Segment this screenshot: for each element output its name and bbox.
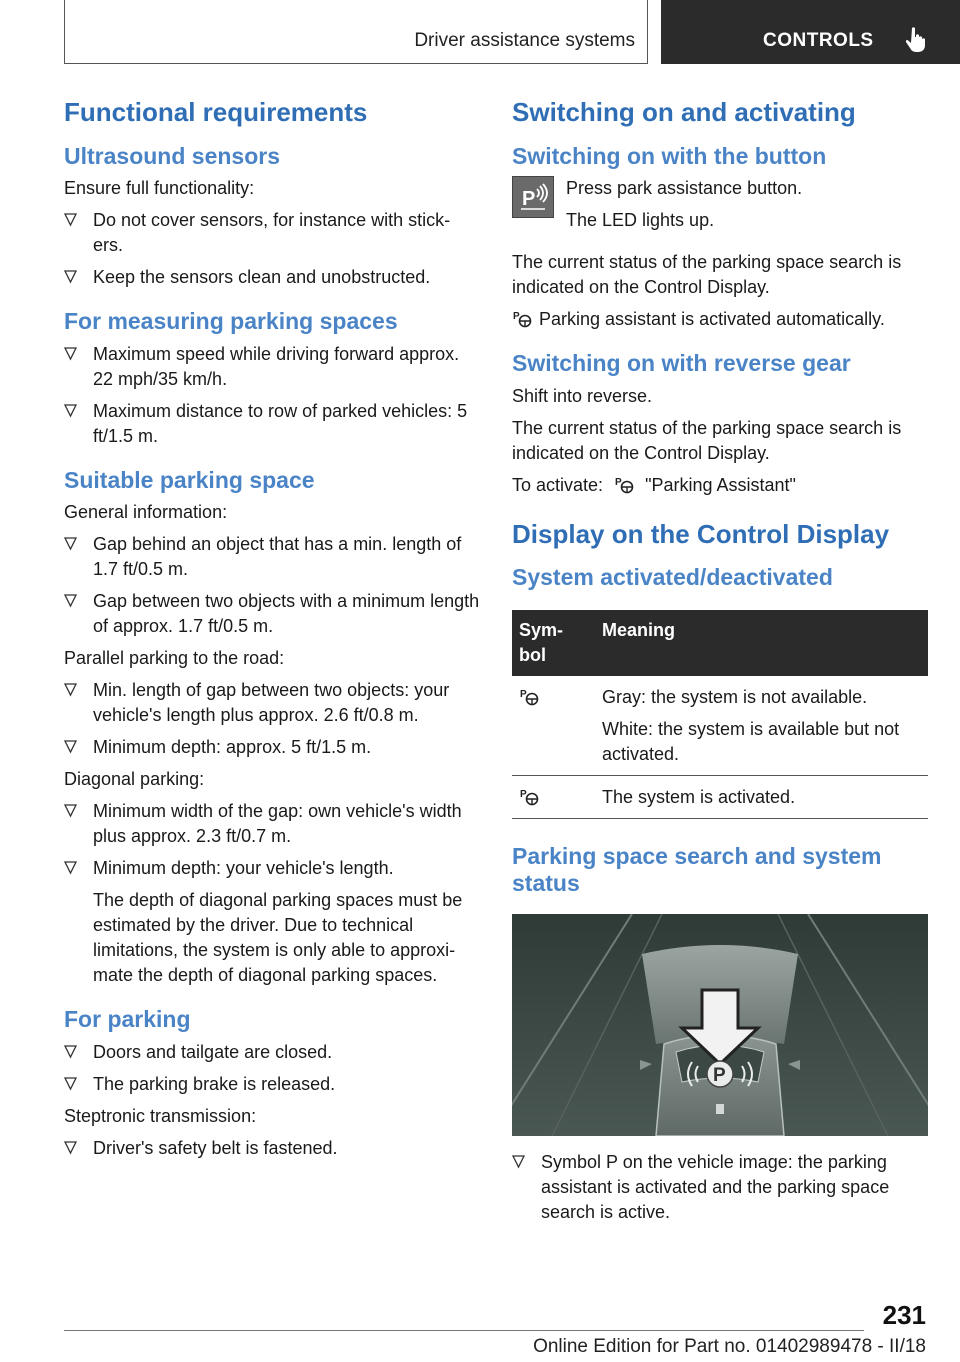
header-section-title: Driver assistance systems [414, 30, 635, 51]
footer-edition: Online Edition for Part no. 01402989478 - II/18 [533, 1336, 926, 1357]
list-item: Doors and tailgate are closed. [64, 1040, 480, 1065]
row1-gray-text: Gray: the system is not available. [602, 686, 868, 707]
figure-p-label: P [713, 1064, 726, 1086]
svg-text:P: P [513, 311, 520, 323]
table-row [512, 775, 928, 818]
list-item: Symbol P on the vehicle image: the parking assistant is activated and the parking space search is active. [512, 1150, 928, 1225]
suitable-space-heading: Suitable parking space [64, 466, 315, 493]
svg-text:P: P [615, 476, 622, 488]
list-item: Driver's safety belt is fastened. [64, 1136, 480, 1161]
parking-assistant-icon [614, 474, 636, 494]
list-item: Gap behind an object that has a min. length of 1.7 ft/0.5 m. [64, 532, 480, 582]
triangle-bullet-icon [64, 594, 77, 608]
parallel-list [64, 678, 480, 760]
ultrasound-list [64, 208, 480, 290]
shift-text: Shift into reverse. [512, 385, 653, 406]
measuring-heading: For measuring parking spaces [64, 308, 398, 335]
parking-assistant-icon [512, 308, 534, 328]
triangle-bullet-icon [64, 404, 77, 418]
symbol-table [512, 610, 928, 819]
vehicle-display-image [512, 914, 928, 1136]
park-button-row [512, 176, 928, 240]
search-status-heading: Parking space search and system status [512, 842, 882, 897]
button-status-text: The current status of the parking space search is indicated on the Control Display. [512, 252, 902, 298]
meaning-column-header: Meaning [595, 610, 928, 676]
diagonal-list [64, 799, 480, 881]
header-chapter-title: CONTROLS [763, 30, 874, 51]
list-item: Keep the sensors clean and unobstructed. [64, 265, 480, 290]
led-text: The LED lights up. [566, 210, 715, 231]
switching-on-title: Switching on and activating [512, 97, 856, 127]
general-list [64, 532, 480, 639]
symbol-p-list [512, 1150, 928, 1225]
list-item: Minimum depth: approx. 5 ft/1.5 m. [64, 735, 480, 760]
parking-assistant-icon [519, 686, 541, 706]
for-parking-heading: For parking [64, 1006, 191, 1033]
list-item: Minimum width of the gap: own vehicle's width plus approx. 2.3 ft/0.7 m. [64, 799, 480, 849]
pointing-hand-icon [905, 26, 929, 52]
triangle-bullet-icon [64, 537, 77, 551]
steptronic-list [64, 1136, 480, 1161]
button-heading: Switching on with the button [512, 142, 827, 169]
right-column [512, 96, 928, 1232]
page-number: 231 [882, 1300, 926, 1330]
list-item: Do not cover sensors, for instance with stick‐ers. [64, 208, 480, 258]
table-row [512, 676, 928, 776]
svg-text:P: P [520, 788, 527, 800]
triangle-bullet-icon [64, 1045, 77, 1059]
ultrasound-intro: Ensure full functionality: [64, 178, 255, 199]
control-display-title: Display on the Control Display [512, 518, 890, 549]
parking-assistant-active-icon [519, 786, 541, 806]
triangle-bullet-icon [64, 1141, 77, 1155]
list-item: Gap between two objects with a minimum length of approx. 1.7 ft/0.5 m. [64, 589, 480, 639]
triangle-bullet-icon [64, 213, 77, 227]
list-item: Maximum distance to row of parked vehicles: 5 ft/1.5 m. [64, 399, 480, 449]
header-chapter-box [661, 0, 960, 64]
diagonal-label: Diagonal parking: [64, 769, 205, 790]
measuring-list [64, 342, 480, 449]
to-activate-text: To activate: P "Parking Assistant" [512, 474, 796, 495]
park-assist-button-icon [512, 176, 554, 218]
press-button-text: Press park assistance button. [566, 178, 803, 199]
triangle-bullet-icon [64, 270, 77, 284]
triangle-bullet-icon [64, 347, 77, 361]
triangle-bullet-icon [64, 1077, 77, 1091]
reverse-status-text: The current status of the parking space search is indicated on the Control Display. [512, 417, 902, 463]
row1-white-text: White: the system is available but not activated. [602, 718, 900, 764]
general-info-label: General information: [64, 502, 228, 523]
steptronic-label: Steptronic transmission: [64, 1105, 257, 1126]
triangle-bullet-icon [64, 804, 77, 818]
triangle-bullet-icon [64, 740, 77, 754]
list-item: Maximum speed while driving forward approx. 22 mph/35 km/h. [64, 342, 480, 392]
triangle-bullet-icon [64, 683, 77, 697]
list-item: The parking brake is released. [64, 1072, 480, 1097]
row2-text: The system is activated. [602, 786, 796, 807]
parking-list [64, 1040, 480, 1097]
triangle-bullet-icon [512, 1155, 525, 1169]
ultrasound-heading: Ultrasound sensors [64, 142, 280, 169]
footer-divider [64, 1330, 864, 1331]
system-activated-heading: System activated/deactivated [512, 564, 833, 591]
svg-text:P: P [522, 188, 536, 211]
list-item: Min. length of gap between two objects: your vehicle's length plus approx. 2.6 ft/0.8 m. [64, 678, 480, 728]
symbol-column-header: Sym‐bol [512, 610, 595, 676]
header-section-box [64, 0, 648, 64]
reverse-heading: Switching on with reverse gear [512, 350, 851, 377]
functional-requirements-title: Functional requirements [64, 97, 368, 127]
parallel-label: Parallel parking to the road: [64, 648, 285, 669]
svg-text:P: P [520, 688, 527, 700]
triangle-bullet-icon [64, 861, 77, 875]
auto-activated-text: P Parking assistant is activated automatically. [513, 309, 885, 330]
list-item: Minimum depth: your vehicle's length. [64, 856, 480, 881]
diagonal-note: The depth of diagonal parking spaces must be estimated by the driver. Due to technical limitations, the system is only able to approxi‐mate the depth of diagonal parking spaces. [93, 890, 463, 986]
left-column [64, 96, 480, 1168]
